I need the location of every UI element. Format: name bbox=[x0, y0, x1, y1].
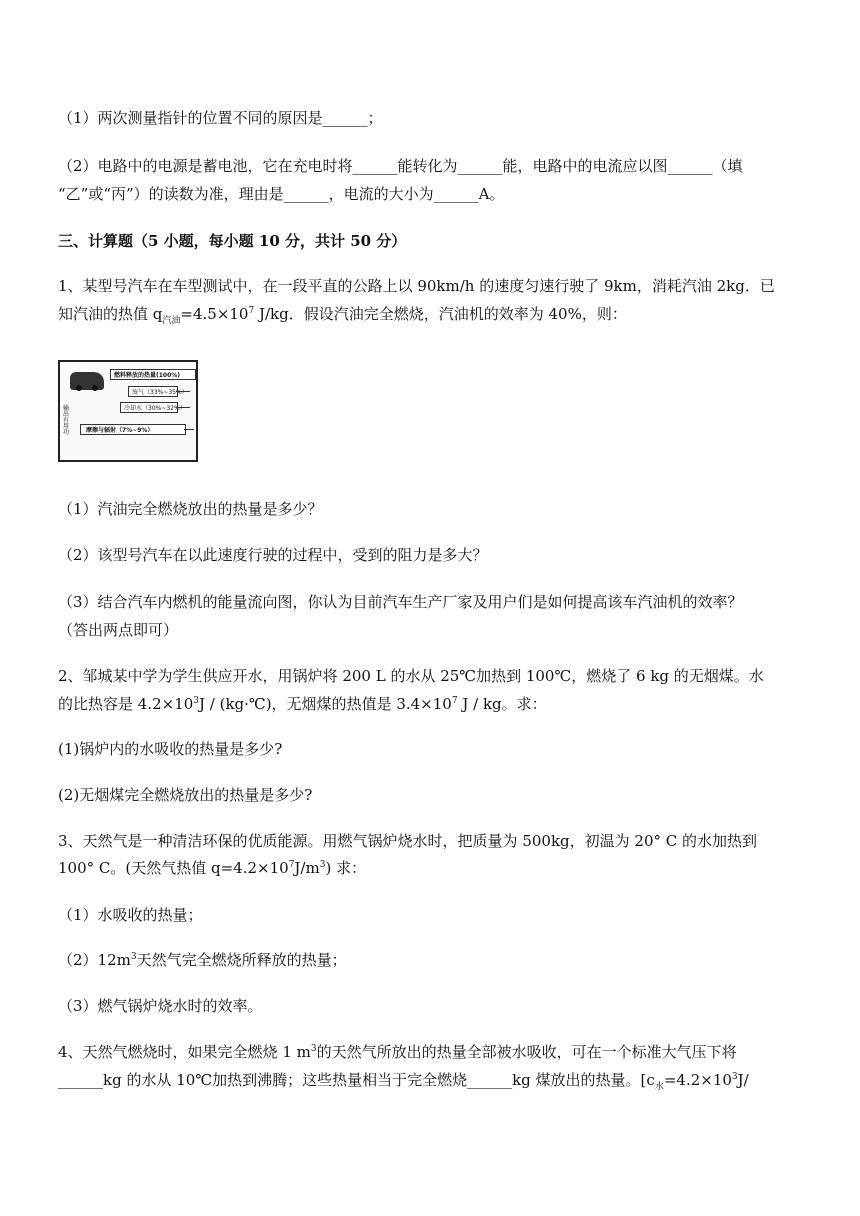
arrow-icon bbox=[176, 391, 190, 392]
car-icon bbox=[70, 372, 104, 390]
q2-stem-line1: 2、邹城某中学为学生供应开水，用锅炉将 200 L 的水从 25℃加热到 100℃，燃烧了 6 kg 的无烟煤。水 bbox=[58, 667, 764, 685]
q4-superscript: 3 bbox=[310, 1044, 317, 1054]
q1-stem-text: J/kg．假设汽油完全燃烧，汽油机的效率为 40%，则： bbox=[254, 305, 627, 323]
prev-q-part1: （1）两次测量指针的位置不同的原因是______； bbox=[58, 109, 383, 127]
q3-superscript: 3 bbox=[319, 860, 326, 870]
q2-stem-text: J / kg。求： bbox=[457, 695, 547, 713]
energy-flow-diagram bbox=[58, 360, 198, 462]
diagram-exhaust-label: 废气（33%~35%） bbox=[132, 389, 188, 396]
prev-q-part2-line1: （2）电路中的电源是蓄电池，它在充电时将______能转化为______能，电路中的电流应以图______（填 bbox=[58, 157, 743, 175]
q2-sub1: (1)锅炉内的水吸收的热量是多少? bbox=[58, 740, 283, 758]
prev-q-part2-line2: “乙”或“丙”）的读数为准，理由是______，电流的大小为______A。 bbox=[58, 185, 505, 203]
q4-stem-text: =4.2×10 bbox=[663, 1071, 732, 1089]
q4-stem-line1 bbox=[58, 1042, 737, 1062]
q4-stem-text: ______kg 的水从 10℃加热到沸腾；这些热量相当于完全燃烧______kg 煤放出的热量。[c bbox=[58, 1071, 655, 1089]
q3-sub2-text: 天然气完全燃烧所释放的热量； bbox=[136, 951, 347, 969]
q3-stem-text: J/m bbox=[294, 859, 320, 877]
diagram-coolant-label: 冷却水（30%~32%） bbox=[124, 405, 186, 412]
arrow-icon bbox=[176, 407, 190, 408]
diagram-friction-label: 摩擦与辐射（7%~9%） bbox=[86, 427, 154, 434]
q2-superscript: 7 bbox=[451, 696, 458, 706]
q3-stem-text: ) 求： bbox=[325, 859, 367, 877]
q1-sub3-line2: （答出两点即可） bbox=[58, 621, 179, 639]
q4-subscript: 水 bbox=[654, 1082, 664, 1092]
section-title: 三、计算题（5 小题，每小题 10 分，共计 50 分） bbox=[58, 232, 407, 250]
q1-sub1: （1）汽油完全燃烧放出的热量是多少？ bbox=[58, 500, 323, 518]
q3-sub2-text: （2）12m bbox=[58, 951, 131, 969]
q3-stem-line2 bbox=[58, 858, 366, 878]
q1-sub3-line1: （3）结合汽车内燃机的能量流向图，你认为目前汽车生产厂家及用户们是如何提高该车汽油机的效率？ bbox=[58, 593, 743, 611]
q3-sub2 bbox=[58, 950, 347, 970]
q4-stem-line2 bbox=[58, 1070, 749, 1090]
q1-stem-line1: 1、某型号汽车在车型测试中，在一段平直的公路上以 90km/h 的速度匀速行驶了 9km，消耗汽油 2kg．已 bbox=[58, 277, 775, 295]
q3-superscript: 7 bbox=[288, 860, 295, 870]
q1-subscript: 汽油 bbox=[162, 316, 181, 326]
q4-stem-text: J/ bbox=[737, 1071, 749, 1089]
q4-superscript: 3 bbox=[731, 1072, 738, 1082]
q2-stem-text: 的比热容是 4.2×10 bbox=[58, 695, 194, 713]
q2-sub2: (2)无烟煤完全燃烧放出的热量是多少? bbox=[58, 786, 313, 804]
arrow-icon bbox=[184, 429, 194, 430]
diagram-output-label: 输出有用功 bbox=[63, 405, 70, 436]
q1-sub2: （2）该型号汽车在以此速度行驶的过程中，受到的阻力是多大？ bbox=[58, 546, 488, 564]
q1-superscript: 7 bbox=[248, 306, 255, 316]
q2-stem-text: J / (kg·℃)，无烟煤的热值是 3.4×10 bbox=[199, 695, 452, 713]
q3-stem-text: 100° C。(天然气热值 q=4.2×10 bbox=[58, 859, 289, 877]
q1-stem-text: =4.5×10 bbox=[180, 305, 249, 323]
q3-sub1: （1）水吸收的热量； bbox=[58, 906, 203, 924]
q1-stem-text: 知汽油的热值 q bbox=[58, 305, 163, 323]
q2-superscript: 3 bbox=[193, 696, 200, 706]
q3-superscript: 3 bbox=[130, 952, 137, 962]
q3-stem-line1: 3、天然气是一种清洁环保的优质能源。用燃气锅炉烧水时，把质量为 500kg，初温为 20° C 的水加热到 bbox=[58, 832, 758, 850]
q3-sub3: （3）燃气锅炉烧水时的效率。 bbox=[58, 997, 263, 1015]
q2-stem-line2 bbox=[58, 694, 547, 714]
q4-stem-text: 的天然气所放出的热量全部被水吸收，可在一个标准大气压下将 bbox=[316, 1043, 737, 1061]
q1-stem-line2 bbox=[58, 304, 627, 324]
q4-stem-text: 4、天然气燃烧时，如果完全燃烧 1 m bbox=[58, 1043, 311, 1061]
diagram-fuel-label: 燃料释放的热量(100%) bbox=[114, 372, 181, 379]
